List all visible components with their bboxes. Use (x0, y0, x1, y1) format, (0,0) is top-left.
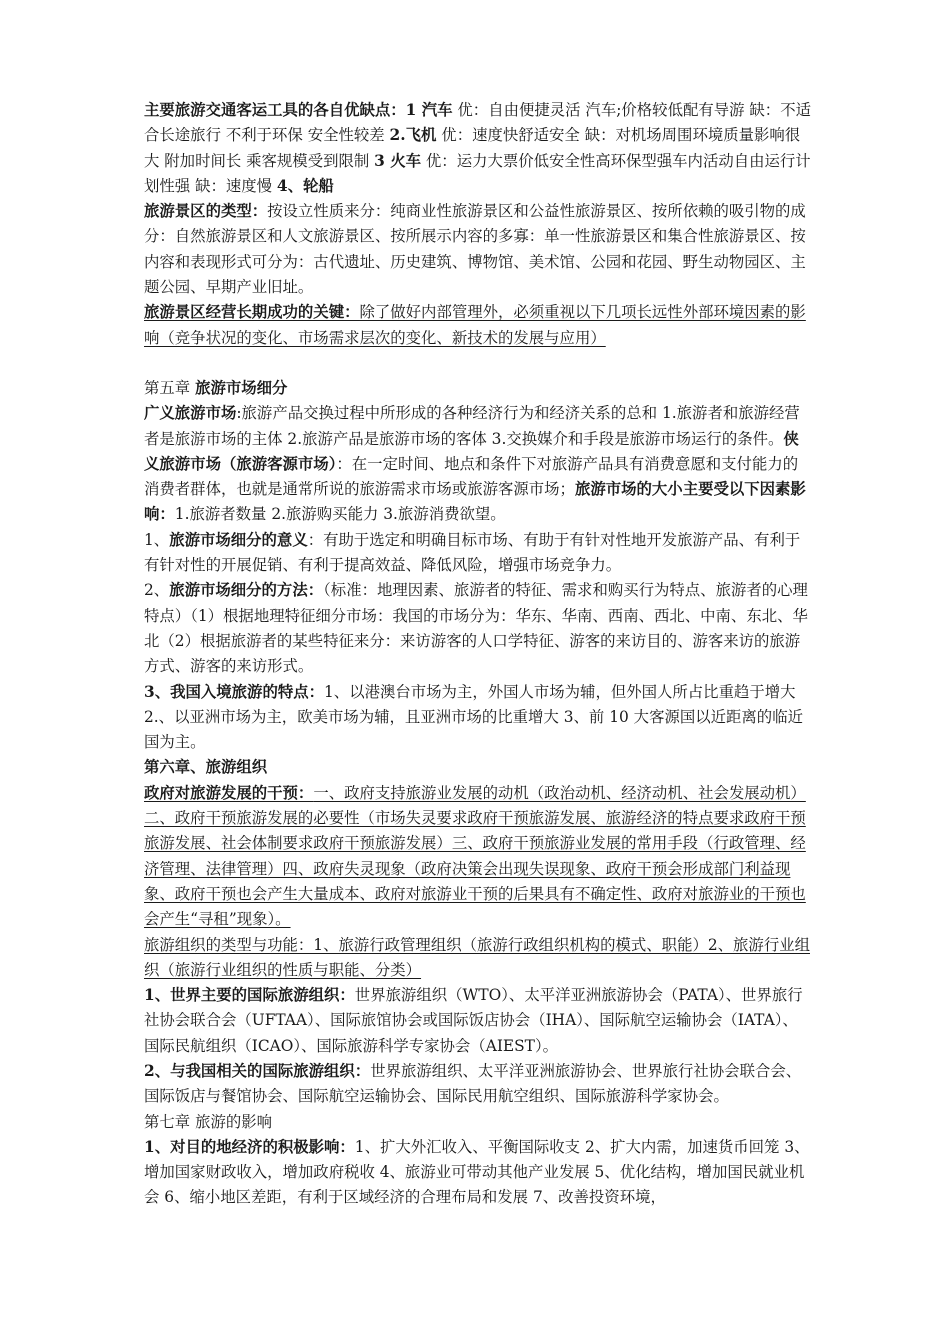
text-economic-impact: 1、扩大外汇收入、平衡国际收支 2、扩大内需，加速货币回笼 3、增加国家财政收入，增加政府税收 4、旅游业可带动其他产业发展 5、优化结构，增加国民就业机会 6、缩小地区差距，有利于区域经济的合理布局和发展 7、改善投资环境， (144, 1137, 810, 1207)
chapter-7-name: 第七章 旅游的影响 (144, 1112, 273, 1131)
text-train: 优：运力大票价低安全性高环保型强车内活动自由运行计划性强 缺：速度慢 (144, 151, 811, 195)
item-number: 2、 (144, 581, 170, 600)
paragraph-economic-impact (144, 1135, 812, 1211)
chapter-7-title (144, 1110, 812, 1135)
heading-transport-tools: 主要旅游交通客运工具的各自优缺点： (144, 101, 406, 119)
heading-china-organizations: 2、与我国相关的国际旅游组织： (144, 1061, 371, 1080)
chapter-5-number: 第五章 (144, 378, 196, 397)
text-government-intervention: 一、政府支持旅游业发展的动机（政治动机、经济动机、社会发展动机）二、政府干预旅游发展的必要性（市场失灵要求政府干预旅游发展、旅游经济的特点要求政府干预旅游发展、社会体制要求政府干预旅游发展）三、政府干预旅游业发展的常用手段（行政管理、经济管理、法律管理）四、政府失灵现象（政府决策会出现失误现象、政府干预会形成部门利益现象、政府干预也会产生大量成本、政府对旅游业干预的后果具有不确定性、政府对旅游业的干预也会产生“寻租”现象）。 (144, 783, 806, 929)
heading-government-intervention: 政府对旅游发展的干预： (144, 783, 314, 802)
heading-broad-market: 广义旅游市场 (144, 404, 237, 423)
paragraph-segmentation-meaning (144, 528, 812, 579)
text-scenic-success: 除了做好内部管理外，必须重视以下几项长远性外部环境因素的影响（竞争状况的变化、市场需求层次的变化、新技术的发展与应用） (144, 303, 806, 347)
paragraph-government-intervention (144, 781, 812, 933)
heading-market-factors: 旅游市场的大小主要受以下因素影响： (144, 480, 806, 524)
paragraph-inbound-features (144, 680, 812, 756)
text-china-organizations: 世界旅游组织、太平洋亚洲旅游协会、世界旅行社协会联合会、国际饭店与餐馆协会、国际航空运输协会、国际民用航空组织、国际旅游科学家协会。 (144, 1061, 802, 1106)
paragraph-organization-types (144, 933, 812, 984)
label-car: 1 汽车 (405, 101, 453, 119)
label-train: 3 火车 (374, 151, 422, 170)
label-plane: 2.飞机 (389, 126, 437, 145)
label-ship: 4、轮船 (276, 176, 334, 195)
paragraph-tourism-market (144, 401, 812, 527)
chapter-6-name: 第六章、旅游组织 (144, 758, 268, 777)
text-segmentation-method: （标准：地理因素、旅游者的特征、需求和购买行为特点、旅游者的心理特点）（1）根据地理特征细分市场：我国的市场分为：华东、华南、西南、西北、中南、东北、华北（2）根据旅游者的某些特征来分：来访游客的人口学特征、游客的来访目的、游客来访的旅游方式、游客的来访形式。 (144, 581, 808, 676)
heading-world-organizations: 1、世界主要的国际旅游组织： (144, 986, 355, 1005)
text-broad-market: :旅游产品交换过程中所形成的各种经济行为和经济关系的总和 1.旅游者和旅游经营者是旅游市场的主体 2.旅游产品是旅游市场的客体 3.交换媒介和手段是旅游市场运行的条件。 (144, 404, 800, 448)
chapter-6-title (144, 755, 812, 780)
heading-scenic-success: 旅游景区经营长期成功的关键： (144, 303, 360, 322)
paragraph-scenic-types (144, 199, 812, 300)
heading-inbound-features: 3、我国入境旅游的特点： (144, 682, 325, 701)
text-plane: 优：速度快舒适安全 缺：对机场周围环境质量影响很大 附加时间长 乘客规模受到限制 (144, 126, 801, 170)
paragraph-china-organizations (144, 1059, 812, 1110)
paragraph-world-organizations (144, 983, 812, 1059)
text-market-factors: 1.旅游者数量 2.旅游购买能力 3.旅游消费欲望。 (174, 505, 506, 524)
text-organization-types: 旅游组织的类型与功能：1、旅游行政管理组织（旅游行政组织机构的模式、职能）2、旅游行业组织（旅游行业组织的性质与职能、分类） (144, 935, 810, 979)
paragraph-segmentation-method (144, 578, 812, 679)
heading-segmentation-meaning: 旅游市场细分的意义 (169, 530, 308, 549)
heading-scenic-types: 旅游景区的类型： (144, 202, 268, 221)
heading-segmentation-method: 旅游市场细分的方法： (169, 581, 324, 600)
chapter-5-title (144, 376, 812, 401)
paragraph-transport-tools (144, 98, 812, 199)
text-car: 优：自由便捷灵活 汽车;价格较低配有导游 缺：不适合长途旅行 不利于环保 安全性较差 (144, 101, 811, 145)
text-scenic-types: 按设立性质来分：纯商业性旅游景区和公益性旅游景区、按所依赖的吸引物的成分：自然旅游景区和人文旅游景区、按所展示内容的多寡：单一性旅游景区和集合性旅游景区、按内容和表现形式可分为：古代遗址、历史建筑、博物馆、美术馆、公园和花园、野生动物园区、主题公园、早期产业旧址。 (144, 202, 806, 297)
heading-economic-impact: 1、对目的地经济的积极影响： (144, 1137, 355, 1156)
text-inbound-features: 1、以港澳台市场为主，外国人市场为辅，但外国人所占比重趋于增大 2.、以亚洲市场为主，欧美市场为辅，且亚洲市场的比重增大 3、前 10 大客源国以近距离的临近国为主。 (144, 682, 803, 752)
document-page (144, 98, 812, 1211)
text-narrow-market: ：在一定时间、地点和条件下对旅游产品具有消费意愿和支付能力的消费者群体，也就是通常所说的旅游需求市场或旅游客源市场； (144, 454, 799, 499)
blank-line (144, 351, 812, 376)
paragraph-scenic-success (144, 300, 812, 351)
heading-narrow-market: 侠义旅游市场（旅游客源市场） (144, 429, 799, 473)
item-number: 1、 (144, 530, 170, 549)
text-segmentation-meaning: ：有助于选定和明确目标市场、有助于有针对性地开发旅游产品、有利于有针对性的开展促销、有利于提高效益、降低风险，增强市场竞争力。 (144, 530, 801, 575)
text-world-organizations: 世界旅游组织（WTO）、太平洋亚洲旅游协会（PATA）、世界旅行社协会联合会（UFTAA）、国际旅馆协会或国际饭店协会（IHA）、国际航空运输协会（IATA）、国际民航组织（ICAO）、国际旅游科学专家协会（AIEST）。 (144, 986, 803, 1055)
chapter-5-name: 旅游市场细分 (195, 378, 288, 397)
